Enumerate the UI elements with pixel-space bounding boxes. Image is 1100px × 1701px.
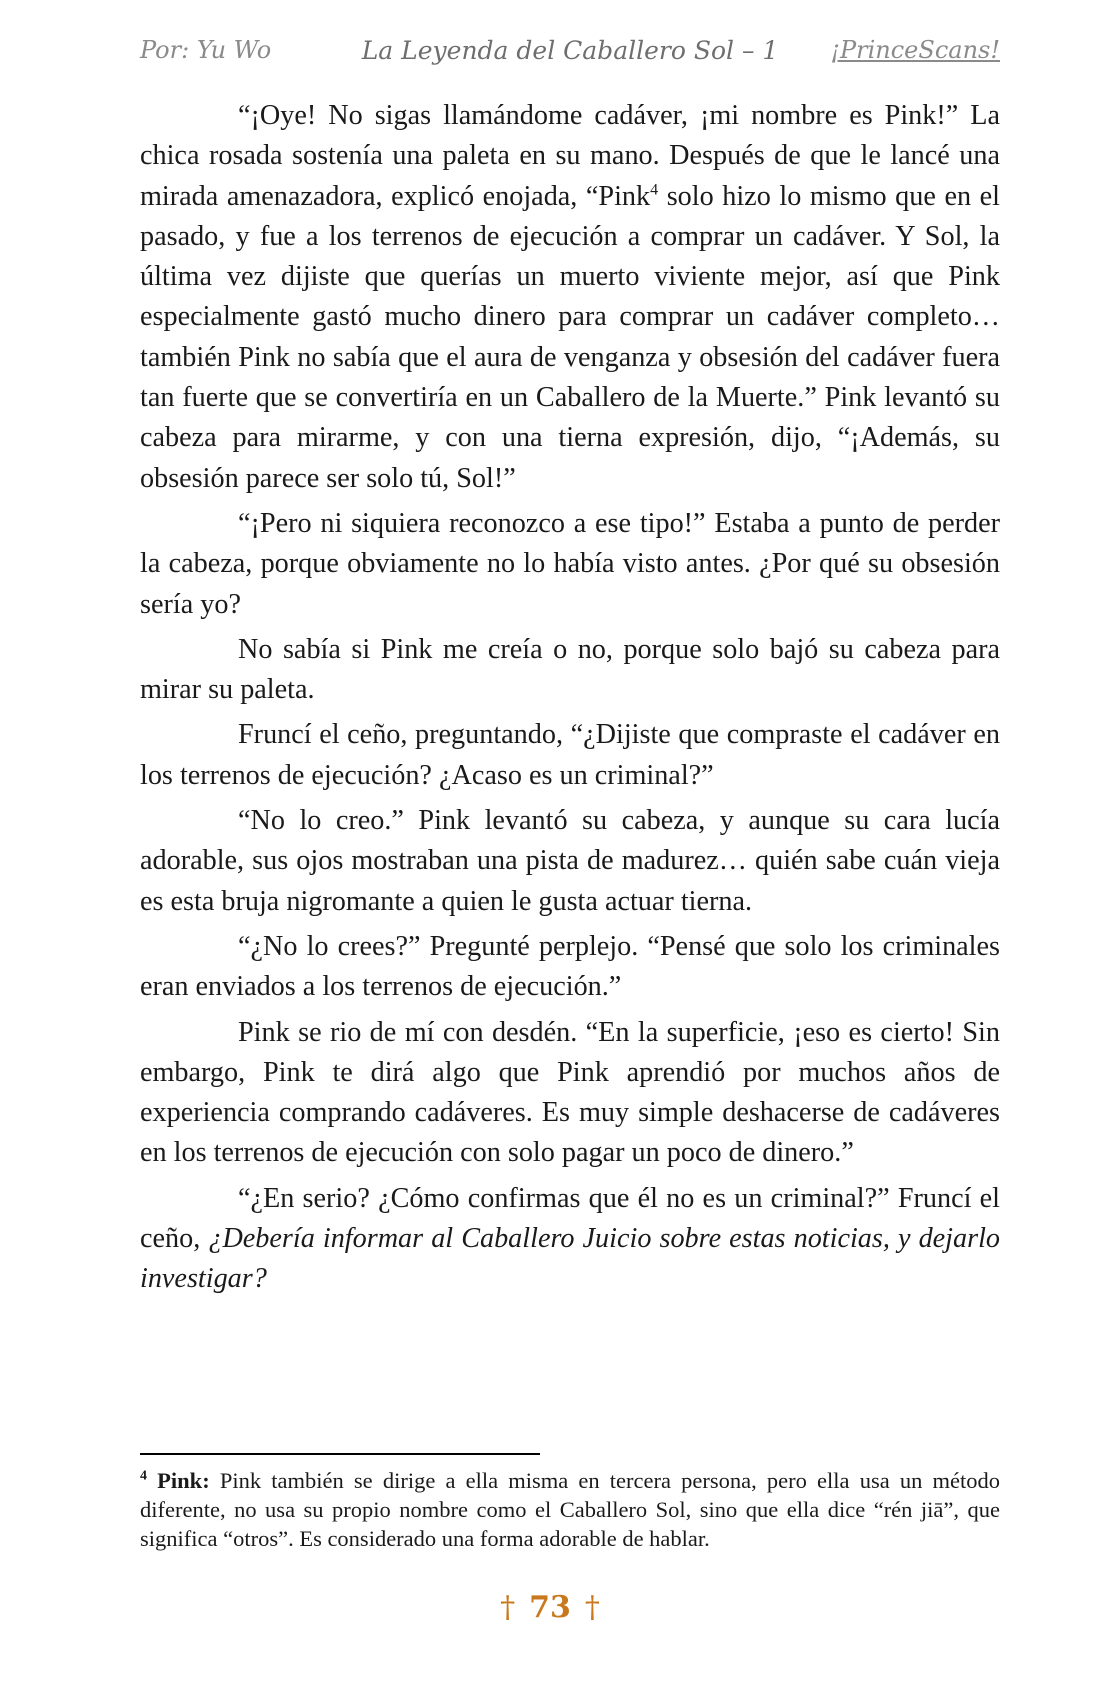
- header-author: Por: Yu Wo: [140, 36, 272, 64]
- header-scan-group: ¡PrinceScans!: [830, 36, 1000, 64]
- footnote-text: Pink también se dirige a ella misma en tercera persona, pero ella usa un método diferente, no usa su propio nombre como el Caballero Sol, sino que ella dice “rén jiā”, que significa “otros”. Es considerado una forma adorable de hablar.: [140, 1468, 1000, 1551]
- footnote-marker: 4: [650, 181, 659, 199]
- footnote-term: Pink:: [157, 1468, 210, 1493]
- running-header: [140, 36, 1000, 76]
- italic-thought: ¿Debería informar al Caballero Juicio sobre estas noticias, y dejarlo investigar?: [140, 1223, 1000, 1295]
- footnote-separator: [140, 1453, 540, 1455]
- paragraph: Pink se rio de mí con desdén. “En la superficie, ¡eso es cierto! Sin embargo, Pink te dirá algo que Pink aprendió por muchos años de experiencia comprando cadáveres. Es muy simple deshacerse de cadáveres en los terrenos de ejecución con solo pagar un poco de dinero.”: [140, 1016, 1000, 1169]
- paragraph: “¿En serio? ¿Cómo confirmas que él no es un criminal?” Fruncí el ceño, ¿Debería informar al Caballero Juicio sobre estas noticias, y dejarlo investigar?: [140, 1182, 1000, 1295]
- page-number: 73: [529, 1590, 571, 1625]
- footnote-number: 4: [140, 1468, 147, 1484]
- paragraph: “¡Oye! No sigas llamándome cadáver, ¡mi nombre es Pink!” La chica rosada sostenía una paleta en su mano. Después de que le lancé una mirada amenazadora, explicó enojada, “Pink$^4$ solo hizo lo mismo que en el pasado, y fue a los terrenos de ejecución a comprar un cadáver. Y Sol, la última vez dijiste que querías un muerto viviente mejor, así que Pink especialmente gastó mucho dinero para comprar un cadáver completo… también Pink no sabía que el aura de venganza y obsesión del cadáver fuera tan fuerte que se convertiría en un Caballero de la Muerte.” Pink levantó su cabeza para mirarme, y con una tierna expresión, dijo, “¡Además, su obsesión parece ser solo tú, Sol!”: [140, 100, 1000, 494]
- paragraph: “¿No lo crees?” Pregunté perplejo. “Pensé que solo los criminales eran enviados a los terrenos de ejecución.”: [140, 930, 1000, 1003]
- paragraph: Fruncí el ceño, preguntando, “¿Dijiste que compraste el cadáver en los terrenos de ejecución? ¿Acaso es un criminal?”: [140, 719, 1000, 791]
- body-text: [140, 96, 1000, 1305]
- header-title: La Leyenda del Caballero Sol – 1: [361, 36, 779, 65]
- paragraph: “No lo creo.” Pink levantó su cabeza, y aunque su cara lucía adorable, sus ojos mostraban una pista de madurez… quién sabe cuán vieja es esta bruja nigromante a quien le gusta actuar tierna.: [140, 805, 1000, 917]
- dagger-ornament-left: †: [500, 1590, 516, 1625]
- paragraph: No sabía si Pink me creía o no, porque solo bajó su cabeza para mirar su paleta.: [140, 633, 1000, 706]
- footnote: [140, 1466, 1000, 1553]
- dagger-ornament-right: †: [584, 1590, 600, 1625]
- paragraph: “¡Pero ni siquiera reconozco a ese tipo!” Estaba a punto de perder la cabeza, porque obviamente no lo había visto antes. ¿Por qué su obsesión sería yo?: [140, 507, 1000, 620]
- page-number-block: [0, 1590, 1100, 1625]
